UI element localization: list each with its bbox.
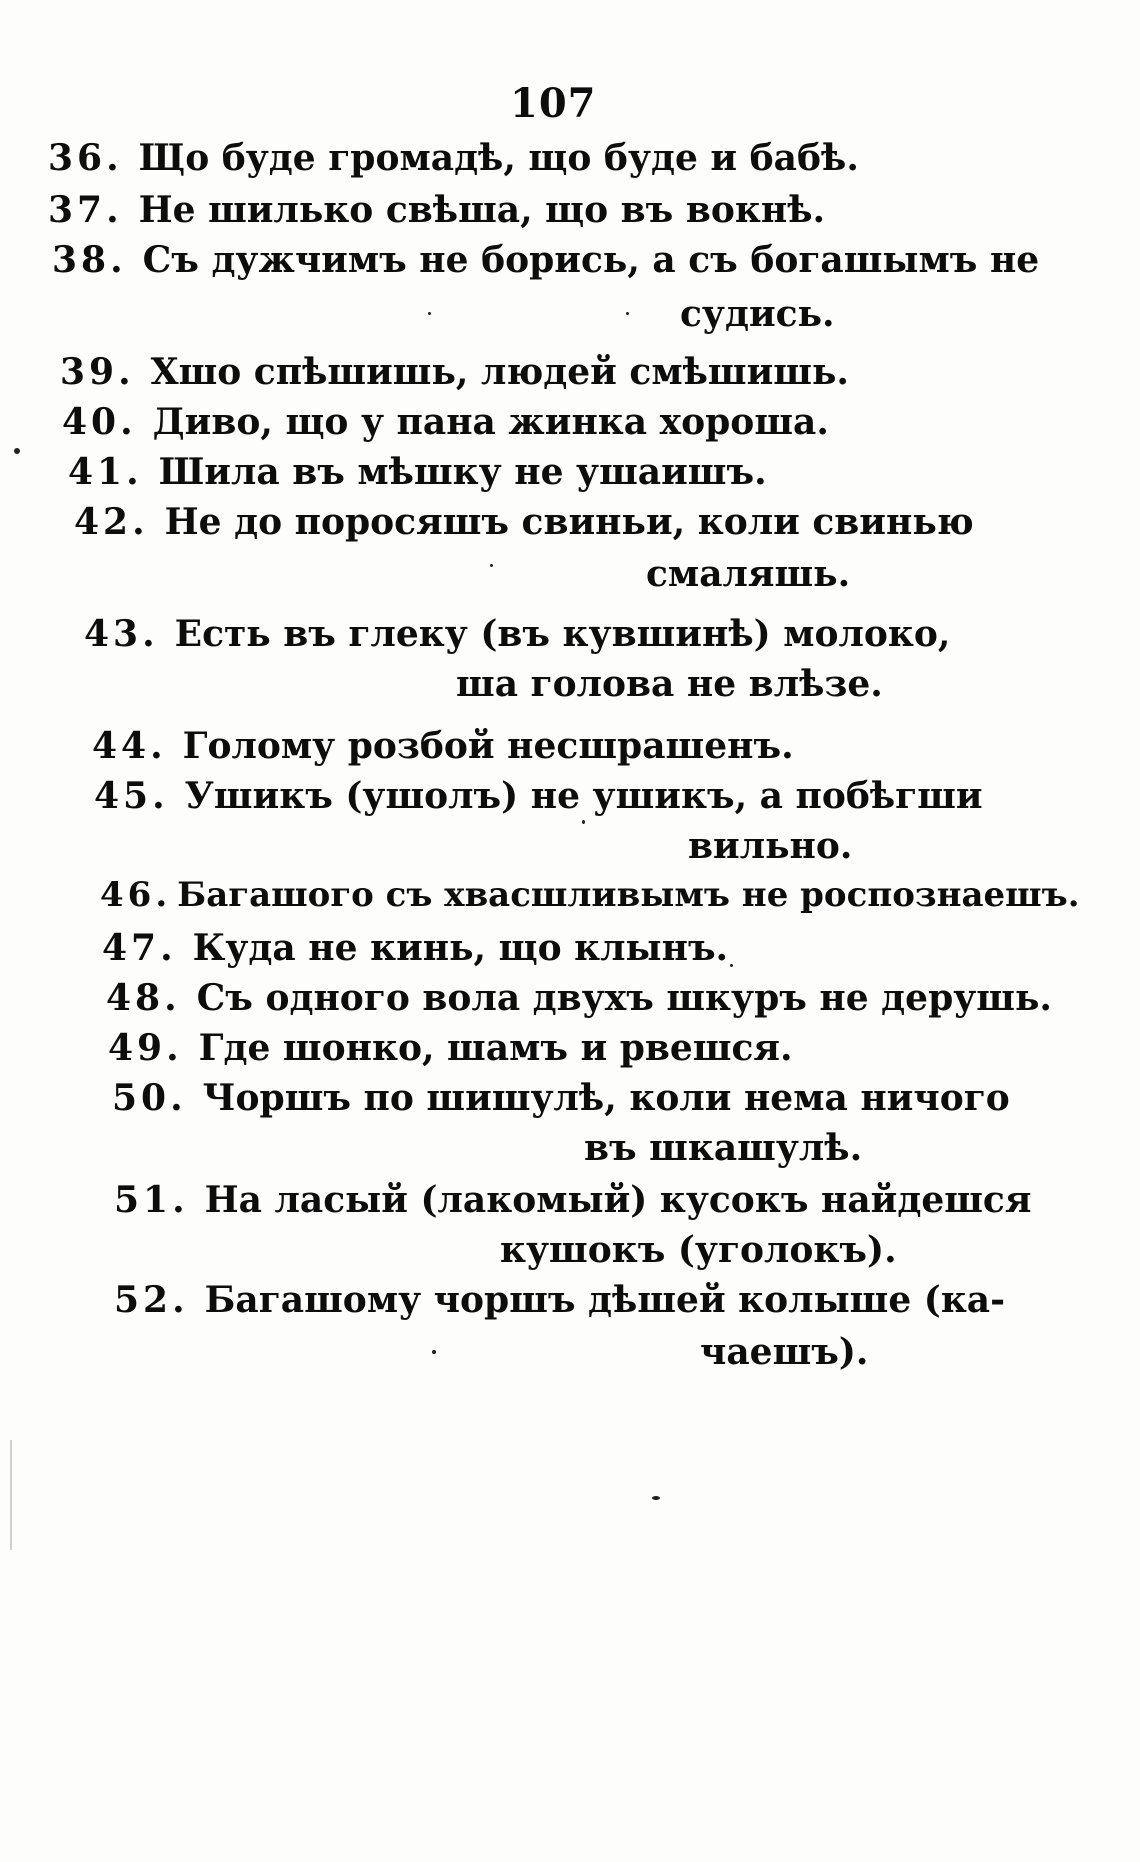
proverb-number: 49. <box>108 1027 183 1069</box>
proverb-number: 44. <box>92 725 167 767</box>
proverb-number: 42. <box>74 501 149 543</box>
proverb-number: 38. <box>52 239 127 281</box>
proverb-continuation: чаешъ). <box>700 1331 869 1373</box>
proverb-line <box>48 189 826 231</box>
proverb-line <box>62 401 829 443</box>
proverb-text: Ушикъ (ушолъ) не ушикъ, а побѣгши <box>184 775 983 817</box>
scan-speck <box>652 1496 660 1500</box>
proverb-continuation: въ шкашулѣ. <box>584 1127 863 1169</box>
proverb-number: 47. <box>102 927 177 969</box>
proverb-line <box>94 775 983 817</box>
proverb-number: 48. <box>106 977 181 1019</box>
scan-edge-mark <box>10 1440 12 1550</box>
proverb-text: Есть въ глеку (въ кувшинѣ) молоко, <box>174 613 951 655</box>
proverb-number: 52. <box>114 1279 189 1321</box>
scan-speck <box>490 564 493 567</box>
proverb-number: 37. <box>48 189 123 231</box>
proverb-line <box>100 875 1080 915</box>
proverb-text: Багашого съ хвасшливымъ не роспознаешъ. <box>177 875 1080 915</box>
proverb-number: 46. <box>100 875 172 915</box>
proverb-line <box>114 1279 1006 1321</box>
scan-speck <box>432 1350 436 1354</box>
proverb-line <box>74 501 974 543</box>
proverb-number: 43. <box>84 613 159 655</box>
proverb-line <box>102 927 729 969</box>
scan-speck <box>428 312 431 315</box>
proverb-text: Съ дужчимъ не борись, а съ богашымъ не <box>142 239 1040 281</box>
proverb-number: 39. <box>60 351 135 393</box>
proverb-continuation: вильно. <box>688 825 853 867</box>
proverb-line <box>108 1027 793 1069</box>
proverb-line <box>92 725 794 767</box>
proverb-continuation: смаляшь. <box>646 553 851 595</box>
proverb-text: Хшо спѣшишь, людей смѣшишь. <box>150 351 849 393</box>
proverb-line <box>114 1179 1032 1221</box>
proverb-line <box>112 1077 1010 1119</box>
proverb-number: 36. <box>48 137 123 179</box>
proverb-text: Где шонко, шамъ и рвешся. <box>198 1027 793 1069</box>
proverb-line <box>60 351 849 393</box>
proverb-line <box>68 451 767 493</box>
proverb-number: 41. <box>68 451 143 493</box>
proverb-continuation: кушокъ (уголокъ). <box>500 1229 897 1271</box>
scan-speck <box>626 312 629 315</box>
proverb-text: Чоршъ по шишулѣ, коли нема ничого <box>202 1077 1010 1119</box>
proverb-number: 45. <box>94 775 169 817</box>
proverb-line <box>84 613 951 655</box>
proverb-text: Не шилько свѣша, що въ вокнѣ. <box>138 189 826 231</box>
proverb-text: Диво, що у пана жинка хороша. <box>152 401 829 443</box>
proverb-text: Голому розбой несшрашенъ. <box>182 725 794 767</box>
proverb-text: Шила въ мѣшку не ушаишъ. <box>158 451 767 493</box>
proverb-text: Куда не кинь, що клынъ. <box>192 927 729 969</box>
proverb-text: На ласый (лакомый) кусокъ найдешся <box>204 1179 1032 1221</box>
proverb-line <box>48 137 859 179</box>
proverb-text: Що буде громадѣ, що буде и бабѣ. <box>138 137 859 179</box>
scan-speck <box>730 964 733 967</box>
proverb-number: 50. <box>112 1077 187 1119</box>
proverb-line <box>106 977 1052 1019</box>
proverb-line <box>52 239 1040 281</box>
page-number: 107 <box>510 80 597 127</box>
proverb-number: 51. <box>114 1179 189 1221</box>
scan-speck <box>582 820 585 824</box>
proverb-text: Съ одного вола двухъ шкуръ не дерушь. <box>196 977 1052 1019</box>
proverb-number: 40. <box>62 401 137 443</box>
proverb-text: Не до поросяшъ свиньи, коли свинью <box>164 501 974 543</box>
scan-speck <box>14 448 20 454</box>
proverb-text: Багашому чоршъ дѣшей колыше (ка- <box>204 1279 1006 1321</box>
proverb-continuation: ша голова не влѣзе. <box>456 663 883 705</box>
proverb-continuation: судись. <box>680 293 835 335</box>
